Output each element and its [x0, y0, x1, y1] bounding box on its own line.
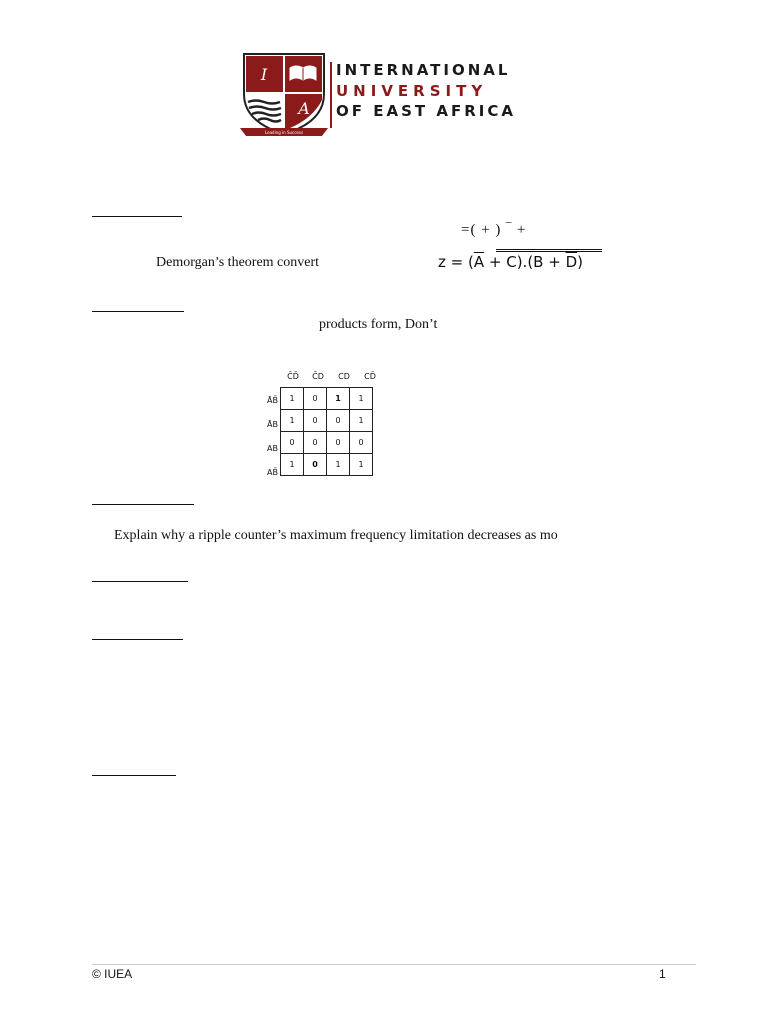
kmap-cell: 0 — [327, 432, 350, 454]
kmap-row — [281, 454, 373, 476]
kmap-cell: 1 — [350, 410, 373, 432]
kmap-cell: 1 — [350, 388, 373, 410]
formula-a-bar: $\overline{A}$ — [473, 253, 485, 271]
kmap-cell: 1 — [350, 454, 373, 476]
formula-z-label: z = — [438, 253, 464, 271]
kmap-col-header: CD — [338, 372, 350, 381]
question-1-heading-rule — [92, 216, 182, 217]
question-6-heading-rule — [92, 775, 176, 776]
shield-emblem-icon — [238, 50, 330, 140]
kmap-grid — [280, 387, 373, 476]
question-2-text: products form, Don’t — [319, 317, 438, 332]
footer-divider — [92, 964, 696, 965]
kmap-col-header: C̄D — [312, 372, 324, 381]
question-2-heading-rule — [92, 311, 184, 312]
kmap-col-header: CD̄ — [364, 372, 376, 381]
kmap-cell: 0 — [304, 454, 327, 476]
footer-copyright: © IUEA — [92, 967, 133, 981]
formula-overbar-outer — [496, 249, 602, 250]
formula-overbar-inner — [496, 251, 602, 252]
university-logo — [238, 50, 548, 140]
question-3-text: Explain why a ripple counter’s maximum frequency limitation decreases as mo — [114, 528, 558, 543]
formula-d-bar: $\overline{D}$ — [565, 253, 578, 271]
kmap-cell: 1 — [327, 388, 350, 410]
kmap-row — [281, 432, 373, 454]
kmap-row — [281, 410, 373, 432]
kmap-row-header: AB — [267, 444, 278, 453]
kmap-row-header: ĀB — [267, 420, 278, 429]
logo-motto: Leading in Success — [264, 130, 304, 135]
kmap-cell: 0 — [304, 388, 327, 410]
question-1-formula: z = $(\overline{A} + C).(B + \overline{D})$ — [438, 253, 583, 271]
kmap-cell: 0 — [304, 432, 327, 454]
logo-title-line1: INTERNATIONAL — [336, 61, 511, 79]
question-4-heading-rule — [92, 581, 188, 582]
kmap-col-header: C̄D̄ — [287, 372, 299, 381]
logo-title-line2: UNIVERSITY — [336, 82, 488, 100]
formula-mid: + C).(B + — [484, 253, 566, 271]
formula-end: ) — [577, 253, 583, 271]
shield-letter-i: I — [260, 65, 268, 84]
kmap-row — [281, 388, 373, 410]
kmap-cell: 0 — [350, 432, 373, 454]
shield-letter-a: A — [298, 99, 310, 118]
page-number: 1 — [659, 967, 666, 981]
kmap-cell: 1 — [327, 454, 350, 476]
kmap-cell: 0 — [304, 410, 327, 432]
question-1-formula-top: =( + ) ‾ + — [461, 222, 527, 238]
kmap-row-header: ĀB̄ — [267, 396, 278, 405]
logo-divider — [330, 62, 332, 128]
karnaugh-map — [258, 372, 388, 487]
kmap-row-header: AB̄ — [267, 468, 278, 477]
question-3-heading-rule — [92, 504, 194, 505]
kmap-cell: 1 — [281, 454, 304, 476]
kmap-cell: 0 — [327, 410, 350, 432]
logo-title-line3: OF EAST AFRICA — [336, 102, 516, 120]
kmap-cell: 1 — [281, 388, 304, 410]
kmap-cell: 0 — [281, 432, 304, 454]
question-5-heading-rule — [92, 639, 183, 640]
question-1-text: Demorgan’s theorem convert — [156, 255, 320, 270]
kmap-cell: 1 — [281, 410, 304, 432]
